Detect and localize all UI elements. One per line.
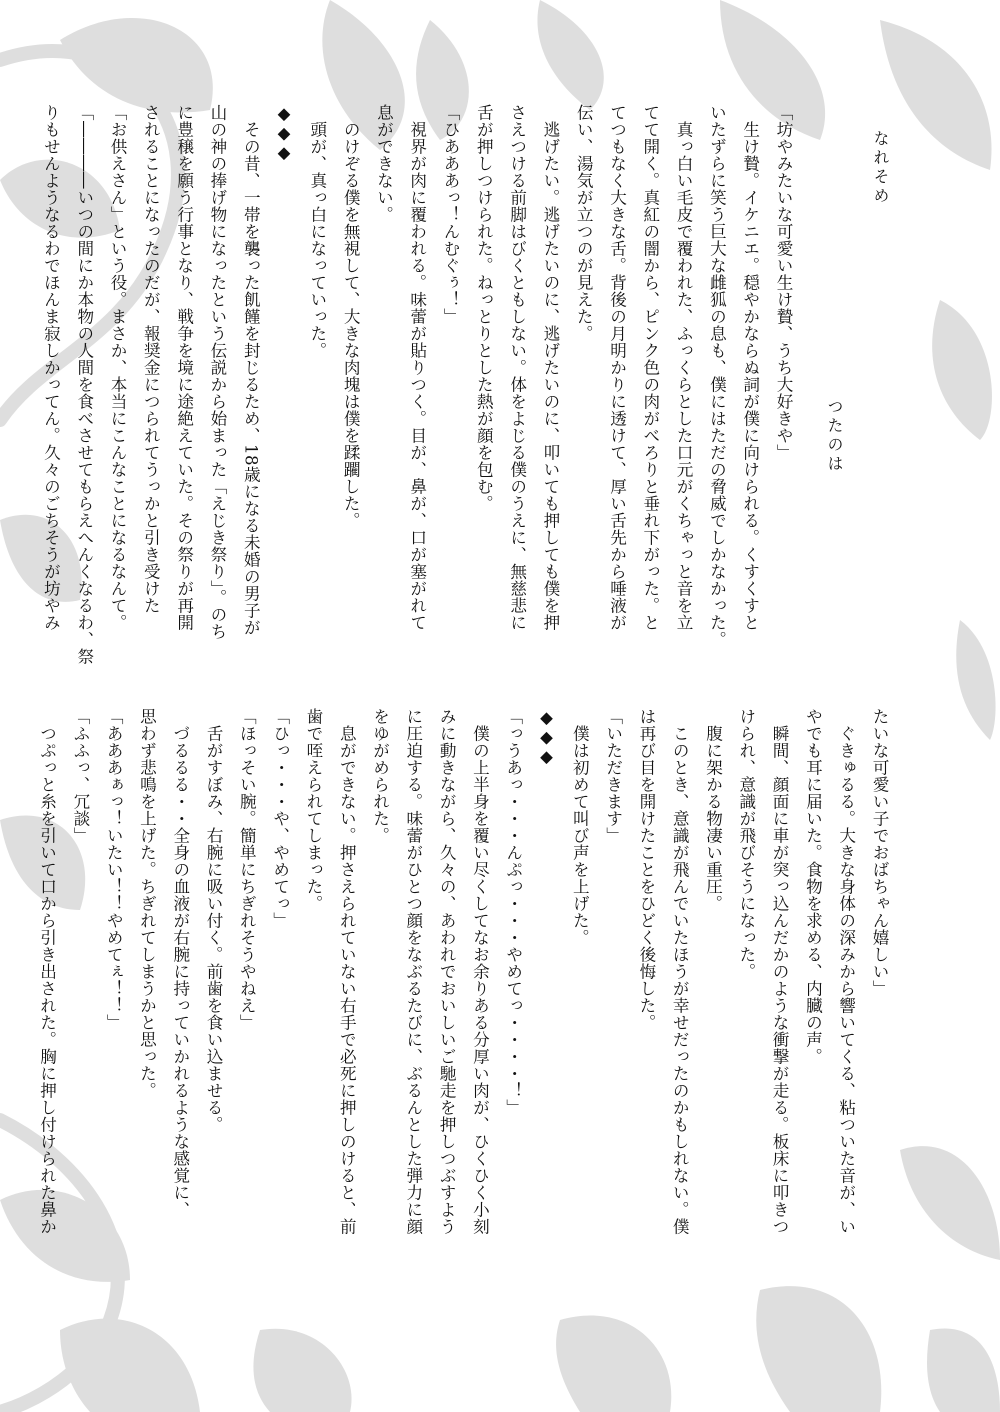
- text-line: いたずらに笑う巨大な雌狐の息も、僕にはただの脅威でしかなかった。: [707, 104, 727, 648]
- text-line: 伝い、湯気が立つのが見えた。: [574, 104, 594, 342]
- text-line: 舌が押しつけられた。ねっとりとした熱が顔を包む。: [474, 104, 494, 512]
- text-line: 「ほっそい腕。簡単にちぎれそうやねえ」: [237, 708, 257, 1031]
- text-line: に圧迫する。味蕾がひとつ顔をなぶるたびに、ぶるんとした弾力に顔: [403, 708, 423, 1235]
- text-line: 「坊やみたいな可愛い生け贄、うち大好きや」: [774, 104, 793, 461]
- text-line: は再び目を開けたことをひどく後悔した。: [636, 708, 656, 1031]
- text-line: りもせんようなるわでほんま寂しかってん。久々のごちそうが坊やみ: [41, 104, 61, 631]
- text-line: 腹に架かる物凄い重圧。: [703, 708, 723, 912]
- text-line: けられ、意識が飛びそうになった。: [736, 708, 756, 980]
- text-line: に豊穣を願う行事となり、戦争を境に途絶えていた。その祭りが再開: [174, 104, 194, 631]
- text-line: 息ができない。: [374, 104, 394, 223]
- text-line: その昔、一帯を襲った飢饉を封じるため、18歳になる未婚の男子が: [241, 104, 261, 636]
- section-break: ◆◆◆: [537, 708, 557, 767]
- text-line: やでも耳に届いた。食物を求める、内臓の声。: [803, 708, 823, 1065]
- text-line: 僕の上半身を覆い尽くしてなお余りある分厚い肉が、ひくひく小刻: [470, 708, 490, 1235]
- text-line: 舌がすぼみ、右腕に吸い付く。前歯を食い込ませる。: [204, 708, 224, 1133]
- text-line: 「あああぁっ！いたい！！やめてぇ！！」: [104, 708, 124, 1031]
- text-line: のけぞる僕を無視して、大きな肉塊は僕を蹂躙した。: [341, 104, 361, 529]
- text-line: 生け贄。イケニエ。穏やかならぬ詞が僕に向けられる。くすくすと: [740, 104, 760, 631]
- text-line: 歯で咥えられてしまった。: [303, 708, 323, 912]
- text-line: 「ふふっ、冗談」: [70, 708, 90, 844]
- text-line: をゆがめられた。: [370, 708, 390, 844]
- text-line: 山の神の捧げ物になったという伝説から始まった「えじき祭り」。のち: [207, 104, 227, 640]
- text-line: 「お供えさん」という役。まさか、本当にこんなことになるなんて。: [108, 104, 128, 631]
- text-line: ぐきゅるる。大きな身体の深みから響いてくる、粘ついた音が、い: [836, 708, 856, 1235]
- text-line: 「っうあっ・・・んぷっ・・・やめてっ・・・・！」: [503, 708, 523, 1116]
- text-line: 息ができない。押さえられていない右手で必死に押しのけると、前: [337, 708, 357, 1235]
- text-line: 「――――いつの間にか本物の人間を食べさせてもらえへんくなるわ、祭: [74, 104, 94, 665]
- text-line: 「ひあああっ！んむぐぅ！」: [441, 104, 461, 325]
- text-line: 思わず悲鳴を上げた。ちぎれてしまうかと思った。: [137, 708, 157, 1099]
- text-line: 視界が肉に覆われる。味蕾が貼りつく。目が、鼻が、口が塞がれて: [407, 104, 427, 631]
- lower-text-block: [37, 708, 896, 1302]
- text-line: 逃げたい。逃げたいのに、逃げたいのに、叩いても押しても僕を押: [540, 104, 560, 631]
- text-line: つぷっと糸を引いて口から引き出された。胸に押し付けられた鼻か: [37, 708, 57, 1235]
- text-line: 僕は初めて叫び声を上げた。: [570, 708, 590, 946]
- text-line: されることになったのだが、報奨金につられてうっかと引き受けた: [141, 104, 161, 614]
- text-line: みに動きながら、久々の、あわれでおいしいご馳走を押しつぶすよう: [437, 708, 457, 1235]
- story-title: なれそめ: [871, 130, 890, 206]
- text-line: 「ひっ・・・や、やめてっ」: [270, 708, 290, 929]
- text-line: づるるる・・全身の血液が右腕に持っていかれるような感覚に、: [170, 708, 190, 1218]
- text-line: 「いただきます」: [603, 708, 623, 844]
- text-line: てて開く。真紅の闇から、ピンク色の肉がべろりと垂れ下がった。と: [640, 104, 660, 631]
- text-line: てつもなく大きな舌。背後の月明かりに透けて、厚い舌先から唾液が: [607, 104, 627, 631]
- text-line: 頭が、真っ白になっていった。: [307, 104, 327, 359]
- text-line: 瞬間、顔面に車が突っ込んだかのような衝撃が走る。板床に叩きつ: [770, 708, 790, 1235]
- text-line: さえつける前脚はびくともしない。体をよじる僕のうえに、無慈悲に: [507, 104, 527, 631]
- author-name: つたのは: [825, 398, 844, 474]
- text-line: このとき、意識が飛んでいたほうが幸せだったのかもしれない。僕: [670, 708, 690, 1235]
- text-line: 真っ白い毛皮で覆われた、ふっくらとした口元がくちゃっと音を立: [674, 104, 694, 631]
- text-line: たいな可愛い子でおばちゃん嬉しい」: [870, 708, 889, 997]
- upper-text-block: [41, 104, 800, 694]
- section-break: ◆◆◆: [274, 104, 294, 163]
